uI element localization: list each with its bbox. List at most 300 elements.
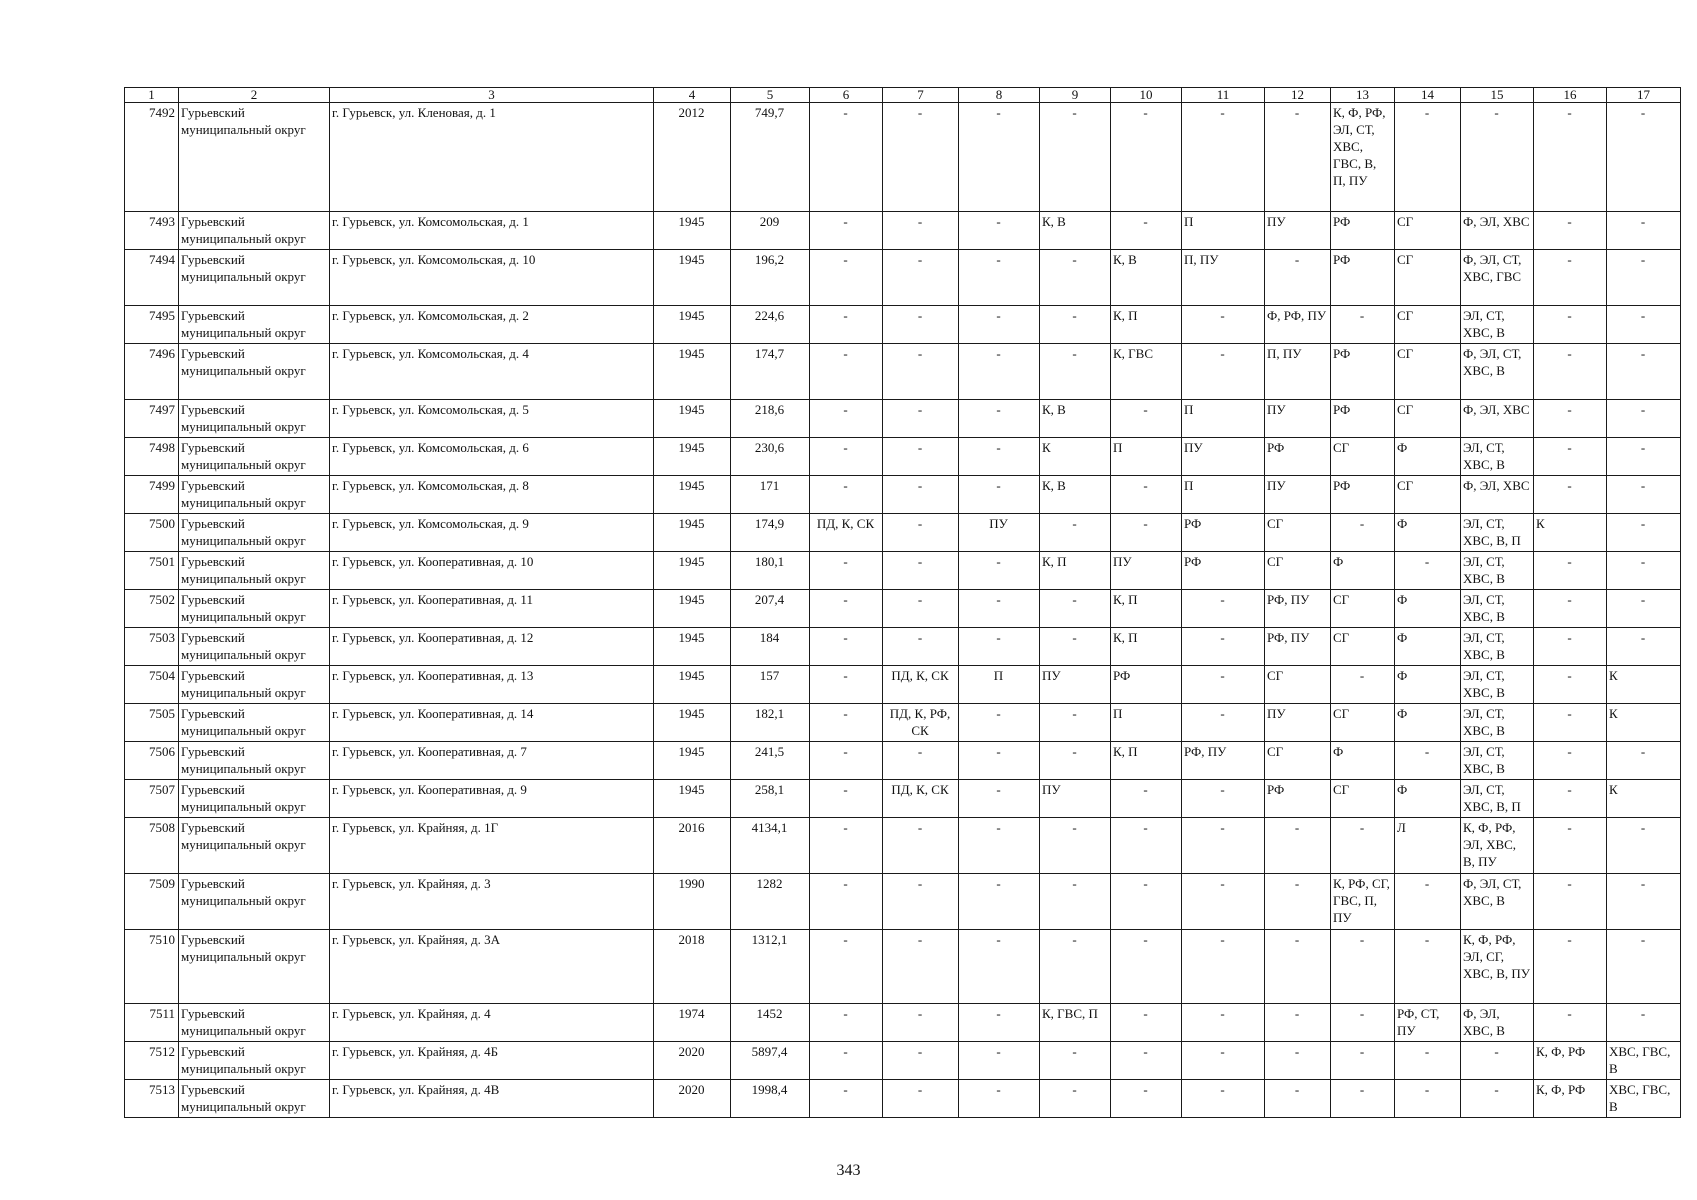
table-cell: - — [1040, 874, 1111, 930]
table-cell: СГ — [1395, 306, 1461, 344]
table-cell: Ф, ЭЛ, ХВС — [1461, 476, 1534, 514]
table-cell: РФ — [1331, 476, 1395, 514]
table-cell: Гурьевский муниципальный округ — [179, 476, 330, 514]
table-cell: 2020 — [654, 1042, 731, 1080]
table-cell: Гурьевский муниципальный округ — [179, 874, 330, 930]
table-cell: - — [1040, 514, 1111, 552]
table-cell: - — [1534, 628, 1607, 666]
table-cell: - — [959, 1042, 1040, 1080]
table-cell: К, Ф, РФ, ЭЛ, ХВС, В, ПУ — [1461, 818, 1534, 874]
table-cell: - — [1111, 514, 1182, 552]
table-cell: - — [883, 344, 959, 400]
table-cell: 7512 — [125, 1042, 179, 1080]
table-cell: К — [1534, 514, 1607, 552]
table-cell: К, В — [1040, 476, 1111, 514]
table-cell: К, Ф, РФ — [1534, 1080, 1607, 1118]
table-cell: 7511 — [125, 1004, 179, 1042]
table-cell: г. Гурьевск, ул. Кооперативная, д. 9 — [330, 780, 654, 818]
table-cell: - — [1182, 874, 1265, 930]
table-cell: 1990 — [654, 874, 731, 930]
table-row — [125, 1080, 1681, 1118]
table-cell: Гурьевский муниципальный округ — [179, 306, 330, 344]
table-cell: Л — [1395, 818, 1461, 874]
table-cell: 7504 — [125, 666, 179, 704]
table-cell: Ф — [1395, 590, 1461, 628]
table-cell: - — [1331, 306, 1395, 344]
table-cell: СГ — [1395, 250, 1461, 306]
table-cell: 196,2 — [731, 250, 810, 306]
table-cell: ПУ — [1265, 400, 1331, 438]
column-header: 13 — [1331, 88, 1395, 103]
table-cell: ЭЛ, СТ, ХВС, В, П — [1461, 780, 1534, 818]
table-cell: 1945 — [654, 400, 731, 438]
table-cell: - — [1607, 212, 1681, 250]
table-cell: - — [1182, 930, 1265, 1004]
table-cell: - — [1607, 476, 1681, 514]
table-cell: г. Гурьевск, ул. Комсомольская, д. 1 — [330, 212, 654, 250]
table-cell: СГ — [1331, 438, 1395, 476]
table-cell: - — [1265, 818, 1331, 874]
table-cell: ПД, К, СК — [883, 780, 959, 818]
table-cell: - — [959, 103, 1040, 212]
table-cell: - — [1040, 930, 1111, 1004]
table-cell: - — [810, 344, 883, 400]
table-cell: 2016 — [654, 818, 731, 874]
table-cell: К, В — [1040, 212, 1111, 250]
table-cell: 7493 — [125, 212, 179, 250]
table-cell: - — [1534, 742, 1607, 780]
column-header: 7 — [883, 88, 959, 103]
table-cell: 7508 — [125, 818, 179, 874]
table-cell: г. Гурьевск, ул. Крайняя, д. 4 — [330, 1004, 654, 1042]
table-cell: - — [1331, 1004, 1395, 1042]
table-cell: - — [810, 628, 883, 666]
table-cell: - — [959, 1080, 1040, 1118]
table-cell: ПУ — [1265, 476, 1331, 514]
table-cell: СГ — [1395, 400, 1461, 438]
table-cell: - — [810, 1080, 883, 1118]
column-header: 10 — [1111, 88, 1182, 103]
table-cell: - — [1111, 212, 1182, 250]
table-cell: П, ПУ — [1265, 344, 1331, 400]
table-cell: - — [1182, 1004, 1265, 1042]
table-cell: г. Гурьевск, ул. Крайняя, д. 3А — [330, 930, 654, 1004]
table-cell: - — [883, 476, 959, 514]
table-cell: - — [1040, 628, 1111, 666]
table-cell: - — [1395, 742, 1461, 780]
data-table — [124, 87, 1681, 1118]
table-cell: - — [1040, 344, 1111, 400]
table-cell: - — [1331, 666, 1395, 704]
table-cell: - — [883, 930, 959, 1004]
table-cell: - — [883, 103, 959, 212]
table-cell: - — [1040, 590, 1111, 628]
table-row — [125, 780, 1681, 818]
table-cell: - — [1534, 590, 1607, 628]
table-cell: - — [1607, 742, 1681, 780]
table-cell: - — [1395, 552, 1461, 590]
column-header: 4 — [654, 88, 731, 103]
table-cell: г. Гурьевск, ул. Комсомольская, д. 5 — [330, 400, 654, 438]
table-cell: 209 — [731, 212, 810, 250]
table-cell: - — [883, 1042, 959, 1080]
table-cell: - — [959, 344, 1040, 400]
table-cell: 1945 — [654, 552, 731, 590]
table-cell: г. Гурьевск, ул. Крайняя, д. 4Б — [330, 1042, 654, 1080]
table-cell: ЭЛ, СТ, ХВС, В — [1461, 438, 1534, 476]
table-cell: - — [810, 103, 883, 212]
table-cell: РФ — [1265, 780, 1331, 818]
table-cell: 241,5 — [731, 742, 810, 780]
column-header: 16 — [1534, 88, 1607, 103]
table-cell: 1945 — [654, 742, 731, 780]
table-cell: 1282 — [731, 874, 810, 930]
table-cell: - — [959, 930, 1040, 1004]
table-cell: г. Гурьевск, ул. Кооперативная, д. 12 — [330, 628, 654, 666]
table-cell: 5897,4 — [731, 1042, 810, 1080]
table-cell: ЭЛ, СТ, ХВС, В — [1461, 742, 1534, 780]
table-cell: 7506 — [125, 742, 179, 780]
table-row — [125, 1004, 1681, 1042]
table-cell: Ф, ЭЛ, СТ, ХВС, В — [1461, 344, 1534, 400]
table-cell: - — [959, 818, 1040, 874]
table-cell: - — [1395, 930, 1461, 1004]
table-cell: - — [883, 552, 959, 590]
table-cell: СГ — [1331, 590, 1395, 628]
table-body — [125, 103, 1681, 1118]
table-cell: Ф — [1395, 666, 1461, 704]
table-cell: Гурьевский муниципальный округ — [179, 704, 330, 742]
table-cell: 1945 — [654, 250, 731, 306]
column-header: 8 — [959, 88, 1040, 103]
table-cell: ПУ — [1265, 704, 1331, 742]
table-cell: РФ — [1182, 552, 1265, 590]
table-cell: РФ — [1331, 250, 1395, 306]
table-cell: К — [1040, 438, 1111, 476]
table-cell: Гурьевский муниципальный округ — [179, 400, 330, 438]
table-row — [125, 704, 1681, 742]
table-cell: - — [883, 1004, 959, 1042]
table-cell: - — [1111, 1004, 1182, 1042]
table-cell: - — [1182, 666, 1265, 704]
table-row — [125, 344, 1681, 400]
table-cell: РФ, ПУ — [1265, 590, 1331, 628]
table-cell: - — [1607, 514, 1681, 552]
table-cell: 1974 — [654, 1004, 731, 1042]
table-row — [125, 628, 1681, 666]
table-cell: РФ — [1111, 666, 1182, 704]
table-cell: г. Гурьевск, ул. Комсомольская, д. 4 — [330, 344, 654, 400]
table-cell: - — [1040, 1080, 1111, 1118]
table-cell: - — [1040, 250, 1111, 306]
table-cell: Гурьевский муниципальный округ — [179, 250, 330, 306]
table-cell: - — [810, 930, 883, 1004]
table-cell: Гурьевский муниципальный округ — [179, 344, 330, 400]
table-cell: - — [810, 704, 883, 742]
table-cell: - — [1534, 476, 1607, 514]
table-cell: - — [883, 742, 959, 780]
table-cell: 1312,1 — [731, 930, 810, 1004]
table-cell: - — [1182, 780, 1265, 818]
table-cell: ПУ — [1111, 552, 1182, 590]
table-cell: - — [1111, 874, 1182, 930]
table-cell: ПУ — [1265, 212, 1331, 250]
table-cell: - — [1040, 1042, 1111, 1080]
table-row — [125, 552, 1681, 590]
table-cell: - — [1182, 1080, 1265, 1118]
table-cell: - — [1534, 212, 1607, 250]
table-cell: П — [959, 666, 1040, 704]
table-cell: - — [810, 250, 883, 306]
table-cell: - — [1182, 344, 1265, 400]
table-cell: - — [959, 438, 1040, 476]
table-row — [125, 400, 1681, 438]
table-cell: - — [1607, 590, 1681, 628]
table-cell: РФ — [1331, 344, 1395, 400]
table-cell: СГ — [1331, 704, 1395, 742]
table-cell: РФ, ПУ — [1265, 628, 1331, 666]
column-header: 9 — [1040, 88, 1111, 103]
table-header — [125, 88, 1681, 103]
column-header: 14 — [1395, 88, 1461, 103]
table-cell: Гурьевский муниципальный округ — [179, 742, 330, 780]
table-cell: 2020 — [654, 1080, 731, 1118]
table-cell: РФ — [1331, 400, 1395, 438]
column-header: 11 — [1182, 88, 1265, 103]
table-cell: РФ — [1182, 514, 1265, 552]
table-cell: - — [959, 590, 1040, 628]
table-cell: - — [1331, 1042, 1395, 1080]
table-cell: г. Гурьевск, ул. Кооперативная, д. 11 — [330, 590, 654, 628]
table-cell: Ф — [1395, 514, 1461, 552]
table-cell: 1945 — [654, 666, 731, 704]
table-cell: - — [1534, 103, 1607, 212]
table-cell: г. Гурьевск, ул. Комсомольская, д. 10 — [330, 250, 654, 306]
table-row — [125, 438, 1681, 476]
table-cell: ЭЛ, СТ, ХВС, В — [1461, 590, 1534, 628]
table-row — [125, 514, 1681, 552]
table-cell: К — [1607, 780, 1681, 818]
table-row — [125, 250, 1681, 306]
column-header: 6 — [810, 88, 883, 103]
table-cell: П — [1182, 212, 1265, 250]
table-cell: К, П — [1040, 552, 1111, 590]
table-cell: - — [810, 666, 883, 704]
table-cell: - — [883, 1080, 959, 1118]
table-cell: 7510 — [125, 930, 179, 1004]
column-header: 12 — [1265, 88, 1331, 103]
table-cell: - — [1607, 1004, 1681, 1042]
table-cell: г. Гурьевск, ул. Крайняя, д. 4В — [330, 1080, 654, 1118]
table-cell: - — [1111, 400, 1182, 438]
table-cell: - — [1607, 103, 1681, 212]
table-cell: ЭЛ, СТ, ХВС, В — [1461, 628, 1534, 666]
table-cell: СГ — [1265, 666, 1331, 704]
table-cell: Ф, ЭЛ, СТ, ХВС, ГВС — [1461, 250, 1534, 306]
table-cell: РФ — [1265, 438, 1331, 476]
table-cell: - — [1395, 103, 1461, 212]
table-cell: К, П — [1111, 306, 1182, 344]
table-cell: - — [810, 742, 883, 780]
table-cell: РФ, ПУ — [1182, 742, 1265, 780]
table-cell: - — [959, 552, 1040, 590]
table-cell: 207,4 — [731, 590, 810, 628]
table-cell: - — [810, 306, 883, 344]
table-cell: К, ГВС — [1111, 344, 1182, 400]
table-cell: - — [1607, 552, 1681, 590]
table-cell: - — [883, 250, 959, 306]
table-cell: ПД, К, РФ, СК — [883, 704, 959, 742]
table-cell: - — [1534, 666, 1607, 704]
table-cell: - — [810, 1042, 883, 1080]
table-cell: П — [1182, 400, 1265, 438]
table-cell: - — [1607, 438, 1681, 476]
table-cell: К, П — [1111, 742, 1182, 780]
table-cell: 1945 — [654, 780, 731, 818]
table-cell: К, Ф, РФ, ЭЛ, СГ, ХВС, В, ПУ — [1461, 930, 1534, 1004]
table-cell: - — [1331, 1080, 1395, 1118]
table-cell: 749,7 — [731, 103, 810, 212]
table-cell: - — [1265, 930, 1331, 1004]
table-cell: - — [1534, 344, 1607, 400]
table-cell: - — [883, 306, 959, 344]
table-cell: - — [1182, 1042, 1265, 1080]
table-cell: ЭЛ, СТ, ХВС, В — [1461, 704, 1534, 742]
table-cell: - — [1265, 1042, 1331, 1080]
table-cell: - — [1040, 306, 1111, 344]
table-cell: 2018 — [654, 930, 731, 1004]
table-cell: К, Ф, РФ, ЭЛ, СТ, ХВС, ГВС, В, П, ПУ — [1331, 103, 1395, 212]
table-cell: Гурьевский муниципальный округ — [179, 552, 330, 590]
column-header: 5 — [731, 88, 810, 103]
table-cell: - — [883, 628, 959, 666]
table-cell: 7507 — [125, 780, 179, 818]
table-cell: Гурьевский муниципальный округ — [179, 628, 330, 666]
table-cell: - — [1331, 818, 1395, 874]
table-cell: 1945 — [654, 476, 731, 514]
table-cell: РФ, СТ, ПУ — [1395, 1004, 1461, 1042]
table-cell: - — [1607, 306, 1681, 344]
table-cell: - — [1265, 103, 1331, 212]
table-cell: - — [959, 1004, 1040, 1042]
table-cell: - — [1111, 818, 1182, 874]
table-cell: - — [810, 780, 883, 818]
table-cell: 7500 — [125, 514, 179, 552]
table-cell: - — [1182, 590, 1265, 628]
table-cell: - — [1265, 874, 1331, 930]
table-cell: 180,1 — [731, 552, 810, 590]
table-cell: - — [810, 438, 883, 476]
table-cell: ХВС, ГВС, В — [1607, 1080, 1681, 1118]
table-cell: К, В — [1040, 400, 1111, 438]
table-cell: Ф — [1331, 742, 1395, 780]
table-cell: К, В — [1111, 250, 1182, 306]
table-cell: - — [1111, 930, 1182, 1004]
table-cell: СГ — [1265, 552, 1331, 590]
table-row — [125, 103, 1681, 212]
table-cell: - — [1111, 1080, 1182, 1118]
table-cell: г. Гурьевск, ул. Комсомольская, д. 2 — [330, 306, 654, 344]
table-cell: - — [1607, 628, 1681, 666]
table-cell: ПУ — [1040, 780, 1111, 818]
table-cell: 258,1 — [731, 780, 810, 818]
table-cell: 7494 — [125, 250, 179, 306]
table-cell: - — [810, 476, 883, 514]
table-cell: 224,6 — [731, 306, 810, 344]
table-cell: Ф, ЭЛ, ХВС — [1461, 400, 1534, 438]
table-cell: - — [1607, 818, 1681, 874]
table-cell: 2012 — [654, 103, 731, 212]
table-cell: - — [1607, 874, 1681, 930]
table-cell: ЭЛ, СТ, ХВС, В — [1461, 552, 1534, 590]
table-cell: Гурьевский муниципальный округ — [179, 1042, 330, 1080]
table-cell: К, Ф, РФ — [1534, 1042, 1607, 1080]
table-cell: 7503 — [125, 628, 179, 666]
table-cell: П — [1111, 704, 1182, 742]
table-cell: - — [1534, 704, 1607, 742]
table-cell: - — [1461, 1042, 1534, 1080]
table-cell: К, ГВС, П — [1040, 1004, 1111, 1042]
table-cell: Ф, ЭЛ, СТ, ХВС, В — [1461, 874, 1534, 930]
table-cell: 7513 — [125, 1080, 179, 1118]
table-cell: СГ — [1395, 212, 1461, 250]
table-cell: 182,1 — [731, 704, 810, 742]
column-header: 2 — [179, 88, 330, 103]
table-cell: Ф, ЭЛ, ХВС — [1461, 212, 1534, 250]
table-cell: 1945 — [654, 704, 731, 742]
table-cell: 1945 — [654, 344, 731, 400]
table-cell: СГ — [1265, 514, 1331, 552]
table-cell: 7502 — [125, 590, 179, 628]
table-cell: 171 — [731, 476, 810, 514]
table-cell: Гурьевский муниципальный округ — [179, 780, 330, 818]
table-cell: - — [959, 306, 1040, 344]
table-cell: - — [1265, 250, 1331, 306]
table-cell: 1945 — [654, 306, 731, 344]
table-cell: 1945 — [654, 514, 731, 552]
table-cell: Ф, РФ, ПУ — [1265, 306, 1331, 344]
table-cell: - — [883, 818, 959, 874]
table-cell: - — [1461, 1080, 1534, 1118]
table-cell: - — [883, 212, 959, 250]
table-cell: г. Гурьевск, ул. Комсомольская, д. 6 — [330, 438, 654, 476]
table-row — [125, 666, 1681, 704]
table-cell: К, П — [1111, 590, 1182, 628]
table-cell: - — [1461, 103, 1534, 212]
table-cell: 7497 — [125, 400, 179, 438]
table-cell: 7501 — [125, 552, 179, 590]
table-cell: Гурьевский муниципальный округ — [179, 1080, 330, 1118]
table-cell: - — [1534, 250, 1607, 306]
table-cell: ПД, К, СК — [883, 666, 959, 704]
table-cell: СГ — [1331, 628, 1395, 666]
table-row — [125, 742, 1681, 780]
table-cell: - — [1534, 1004, 1607, 1042]
table-row — [125, 212, 1681, 250]
table-row — [125, 930, 1681, 1004]
table-cell: - — [1040, 742, 1111, 780]
table-cell: 1452 — [731, 1004, 810, 1042]
column-header: 15 — [1461, 88, 1534, 103]
table-cell: - — [1607, 344, 1681, 400]
table-cell: ЭЛ, СТ, ХВС, В, П — [1461, 514, 1534, 552]
table-cell: - — [1182, 704, 1265, 742]
table-cell: СГ — [1395, 476, 1461, 514]
table-cell: - — [1607, 930, 1681, 1004]
table-cell: 184 — [731, 628, 810, 666]
table-cell: - — [1331, 514, 1395, 552]
table-cell: - — [810, 212, 883, 250]
